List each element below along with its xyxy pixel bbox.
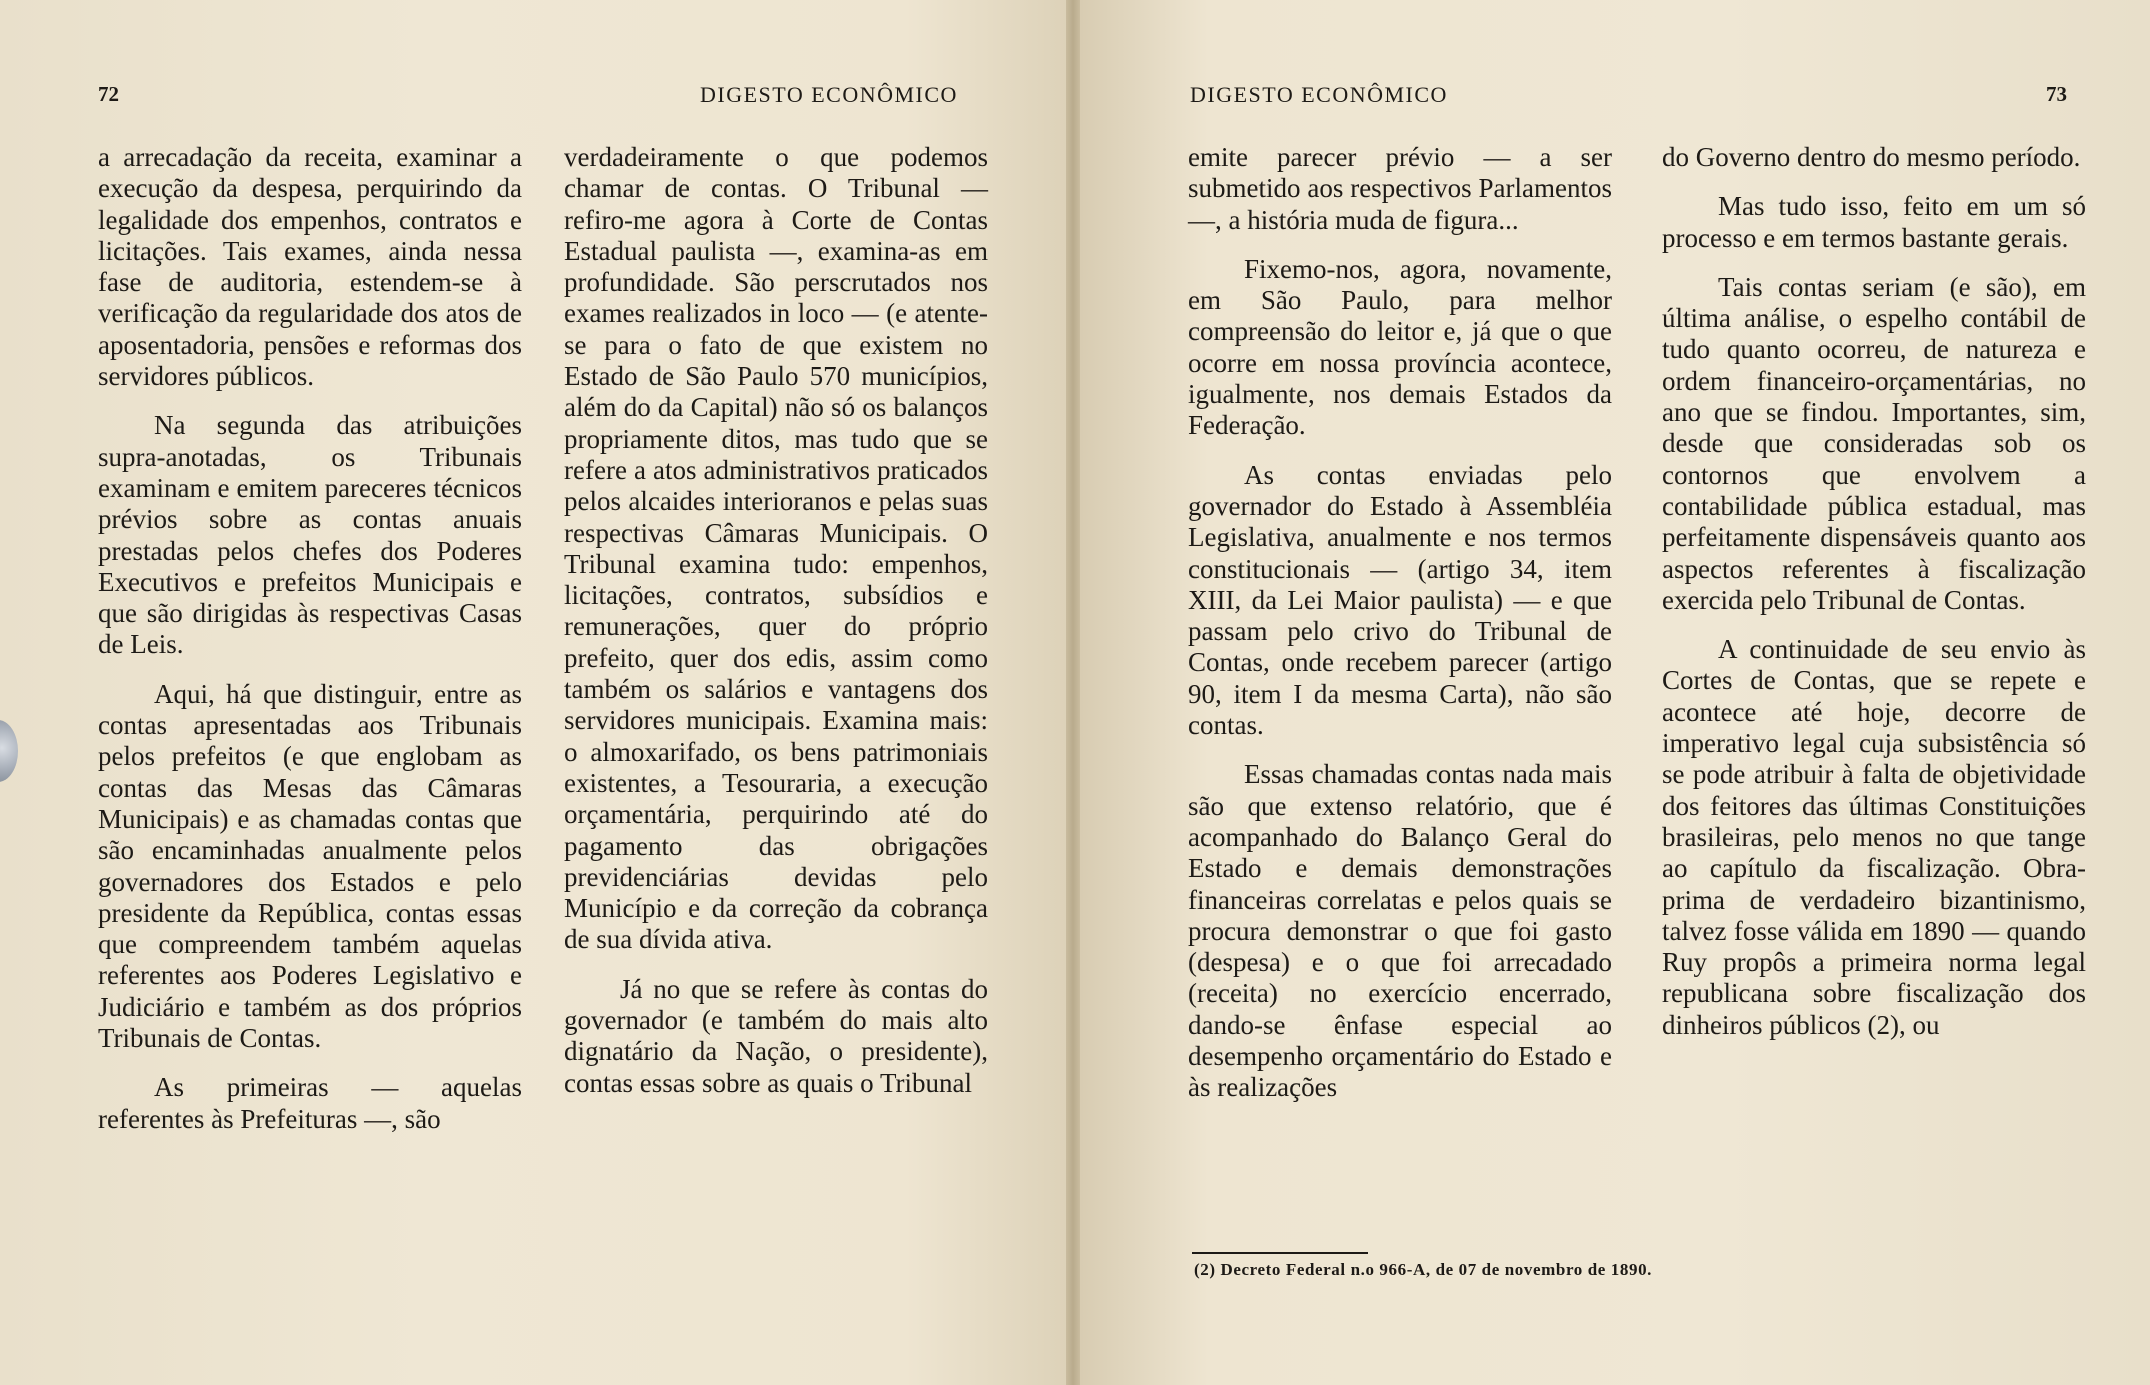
paragraph: As contas enviadas pelo governador do Estado à Assembléia Legislativa, anualmente e nos termos constitucionais — (artigo 34, item XIII, da Lei Maior paulista) — e que passam pelo crivo do Tribunal de Contas, onde recebem parecer (artigo 90, item I da mesma Carta), não são contas. <box>1188 459 1612 741</box>
footnote: (2) Decreto Federal n.o 966-A, de 07 de novembro de 1890. <box>1194 1260 1653 1279</box>
left-page-column-2 <box>564 142 988 1103</box>
right-page <box>1080 0 2150 1385</box>
footnote-divider <box>1192 1252 1368 1254</box>
right-page-column-2 <box>1662 142 2086 1045</box>
paragraph: Já no que se refere às contas do governador (e também do mais alto dignatário da Nação, o presidente), contas essas sobre as quais o Tribunal <box>564 973 988 1098</box>
binding-hole <box>0 720 18 782</box>
paragraph: Na segunda das atribuições supra-anotadas, os Tribunais examinam e emitem pareceres técnicos prévios sobre as contas anuais prestadas pelos chefes dos Poderes Executivos e prefeitos Municipais e que são dirigidas às respectivas Casas de Leis. <box>98 410 522 660</box>
paragraph: Mas tudo isso, feito em um só processo e em termos bastante gerais. <box>1662 191 2086 253</box>
paragraph: do Governo dentro do mesmo período. <box>1662 142 2081 172</box>
running-head-right: DIGESTO ECONÔMICO <box>1190 82 1448 107</box>
book-gutter <box>1066 0 1080 1385</box>
paragraph: verdadeiramente o que podemos chamar de contas. O Tribunal — refiro-me agora à Corte de Contas Estadual paulista —, examina-as em profundidade. São perscrutados nos exames realizados in loco — (e atente-se para o fato de que existem no Estado de São Paulo 570 municípios, além do da Capital) não só os balanços propriamente ditos, mas tudo que se refere a atos administrativos praticados pelos alcaides interioranos e pelas suas respectivas Câmaras Municipais. O Tribunal examina tudo: empenhos, licitações, contratos, subsídios e remunerações, quer do próprio prefeito, quer dos edis, assim como também os salários e vantagens dos servidores municipais. Examina mais: o almoxarifado, os bens patrimoniais existentes, a Tesouraria, a execução orçamentária, perquirindo até do pagamento das obrigações previdenciárias devidas pelo Município e da correção da cobrança de sua dívida ativa. <box>564 142 988 955</box>
paragraph: As primeiras — aquelas referentes às Prefeituras —, são <box>98 1072 522 1134</box>
page-number-right: 73 <box>2046 82 2067 106</box>
running-head-left: DIGESTO ECONÔMICO <box>700 82 958 107</box>
right-page-column-1 <box>1188 142 1612 1108</box>
paragraph: Fixemo-nos, agora, novamente, em São Paulo, para melhor compreensão do leitor e, já que o que ocorre em nossa província acontece, igualmente, nos demais Estados da Federação. <box>1188 253 1612 441</box>
paragraph: Aqui, há que distinguir, entre as contas apresentadas aos Tribunais pelos prefeitos (e que englobam as contas das Mesas das Câmaras Municipais) e as chamadas contas que são encaminhadas anualmente pelos governadores dos Estados e pelo presidente da República, contas essas que compreendem também aquelas referentes aos Poderes Legislativo e Judiciário e também as dos próprios Tribunais de Contas. <box>98 678 522 1054</box>
left-page <box>0 0 1066 1385</box>
paragraph: Tais contas seriam (e são), em última análise, o espelho contábil de tudo quanto ocorreu, de natureza e ordem financeiro-orçamentárias, no ano que se findou. Importantes, sim, desde que consideradas sob os contornos que envolvem a contabilidade pública estadual, mas perfeitamente dispensáveis quanto aos aspectos referentes à fiscalização exercida pelo Tribunal de Contas. <box>1662 271 2086 615</box>
paragraph: a arrecadação da receita, examinar a execução da despesa, perquirindo da legalidade dos empenhos, contratos e licitações. Tais exames, ainda nessa fase de auditoria, estendem-se à verificação da regularidade dos atos de aposentadoria, pensões e reformas dos servidores públicos. <box>98 142 522 392</box>
paragraph: emite parecer prévio — a ser submetido aos respectivos Parlamentos —, a história muda de figura... <box>1188 142 1612 235</box>
paragraph: Essas chamadas contas nada mais são que extenso relatório, que é acompanhado do Balanço Geral do Estado e demais demonstrações financeiras correlatas e pelos quais se procura demonstrar o que foi gasto (despesa) e o que foi arrecadado (receita) no exercício encerrado, dando-se ênfase especial ao desempenho orçamentário do Estado e às realizações <box>1188 759 1612 1103</box>
paragraph: A continuidade de seu envio às Cortes de Contas, que se repete e acontece até hoje, decorre de imperativo legal cuja subsistência só se pode atribuir à falta de objetividade dos feitores das últimas Constituições brasileiras, pelo menos no que tange ao capítulo da fiscalização. Obra-prima de verdadeiro bizantinismo, talvez fosse válida em 1890 — quando Ruy propôs a primeira norma legal republicana sobre fiscalização dos dinheiros públicos (2), ou <box>1662 634 2086 1040</box>
page-number-left: 72 <box>98 82 119 106</box>
left-page-column-1 <box>98 142 522 1139</box>
